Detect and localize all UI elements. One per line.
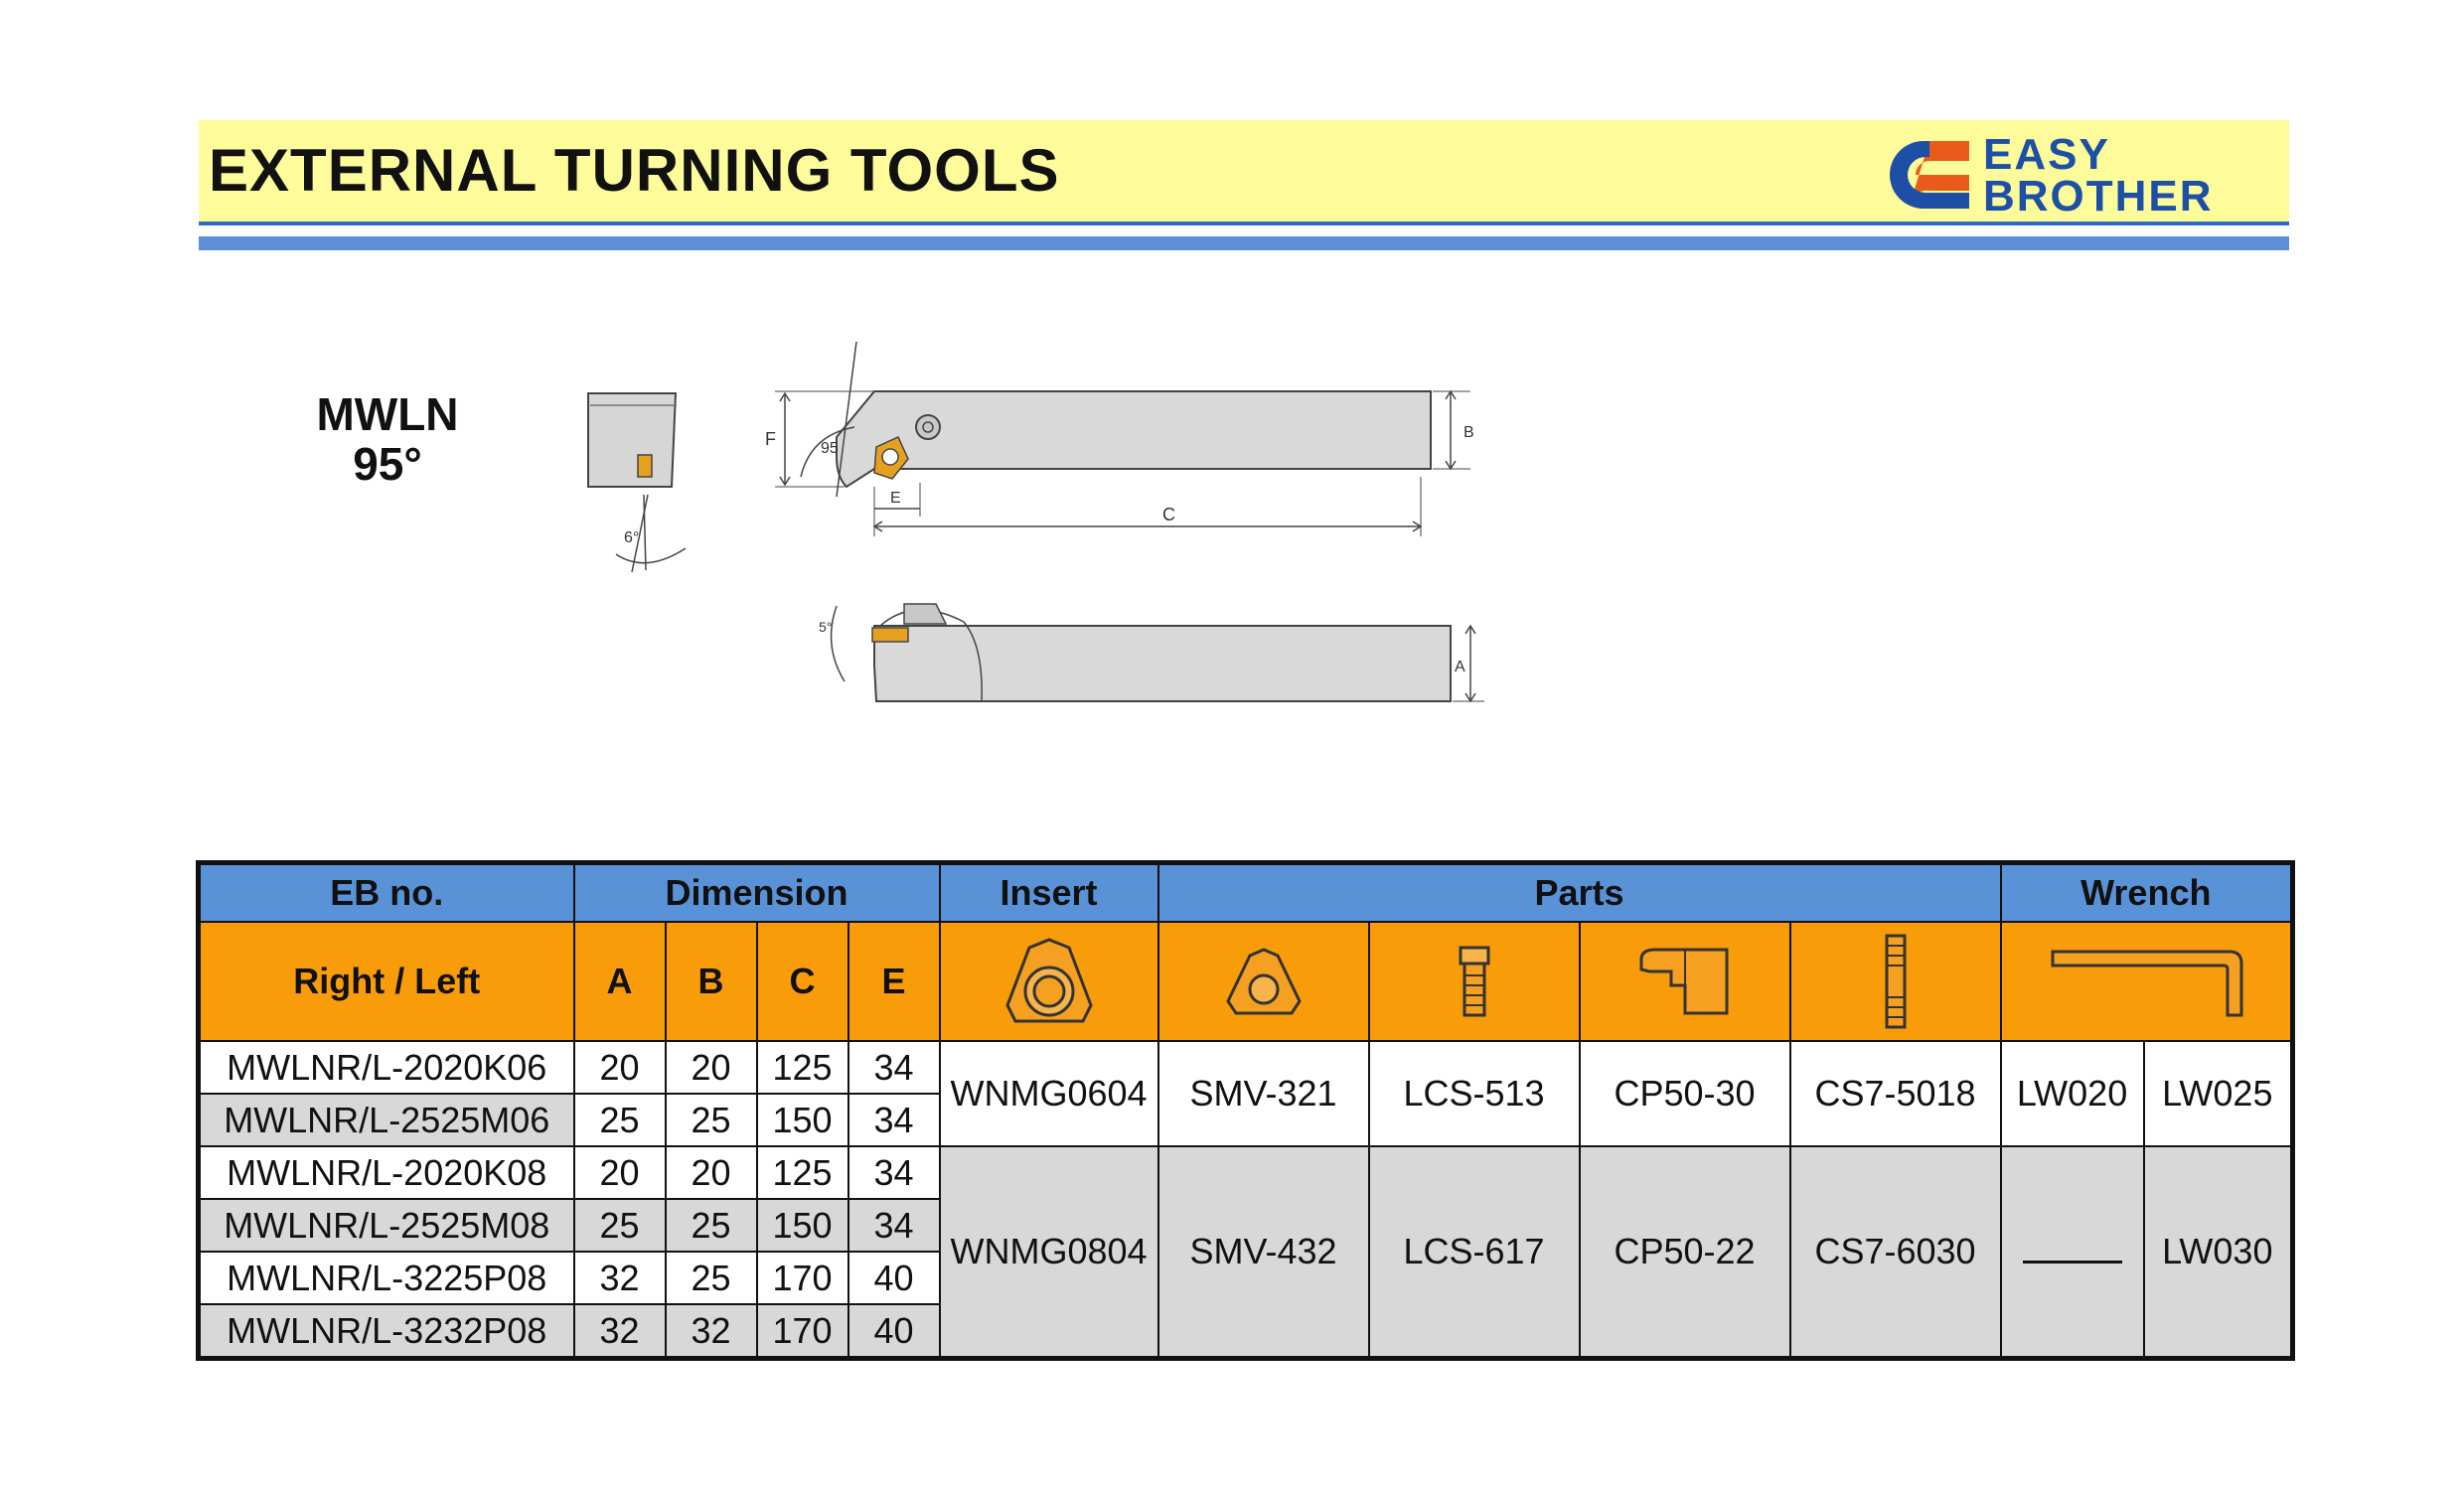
header-rule (199, 222, 2289, 225)
dim-c-cell: 125 (757, 1041, 848, 1094)
subheader-a: A (574, 922, 666, 1041)
clamp-cell: CP50-30 (1580, 1041, 1790, 1146)
insert-cell: WNMG0604 (940, 1041, 1158, 1146)
header-parts: Parts (1158, 863, 2001, 923)
shim-screw-icon (1455, 944, 1494, 1019)
shim-cell: SMV-432 (1158, 1146, 1369, 1359)
dim-e-cell: 40 (848, 1304, 940, 1359)
dim-c-cell: 170 (757, 1304, 848, 1359)
dim-c-cell: 125 (757, 1146, 848, 1199)
dim-b-cell: 25 (666, 1094, 757, 1146)
wrench2-cell: LW025 (2144, 1041, 2293, 1146)
wrench2-cell: LW030 (2144, 1146, 2293, 1359)
logo-text-brother: BROTHER (1983, 172, 2214, 221)
side-view (819, 604, 1484, 701)
clamp-cell: CP50-22 (1580, 1146, 1790, 1359)
header-dimension: Dimension (574, 863, 940, 923)
model-cell: MWLNR/L-2020K08 (199, 1146, 574, 1199)
header-eb-no: EB no. (199, 863, 574, 923)
dim-f-label: F (765, 429, 776, 449)
clamp-icon (1637, 946, 1733, 1017)
wrench1-cell (2001, 1146, 2144, 1359)
shim-screw-icon-cell (1369, 922, 1580, 1041)
shim-icon-cell (1158, 922, 1369, 1041)
wrench-icon-cell (2001, 922, 2293, 1041)
wrench1-cell: LW020 (2001, 1041, 2144, 1146)
page-title: EXTERNAL TURNING TOOLS (209, 137, 1060, 204)
clamp-screw-icon-cell (1790, 922, 2001, 1041)
model-cell: MWLNR/L-2525M06 (199, 1094, 574, 1146)
dim-e-cell: 40 (848, 1252, 940, 1304)
logo-text-easy: EASY (1983, 130, 2110, 179)
dim-a-cell: 32 (574, 1252, 666, 1304)
insert-icon-cell (940, 922, 1158, 1041)
top-view (765, 342, 1474, 536)
dim-a-cell: 25 (574, 1094, 666, 1146)
angle-6-label: 6° (624, 529, 640, 546)
shim-icon (1224, 946, 1304, 1017)
model-name: MWLN (316, 388, 459, 440)
dim-e-label: E (890, 490, 901, 507)
dim-a-cell: 32 (574, 1304, 666, 1359)
spec-table (196, 860, 2295, 1361)
end-view (588, 393, 686, 572)
model-cell: MWLNR/L-3232P08 (199, 1304, 574, 1359)
model-label (298, 389, 477, 489)
hex-wrench-icon (2047, 944, 2245, 1019)
angle-95-label: 95 (821, 440, 839, 457)
model-cell: MWLNR/L-3225P08 (199, 1252, 574, 1304)
header-wrench: Wrench (2001, 863, 2293, 923)
insert-cell: WNMG0804 (940, 1146, 1158, 1359)
clamp-screw-icon (1881, 932, 1911, 1031)
dim-b-cell: 25 (666, 1252, 757, 1304)
dim-c-cell: 150 (757, 1199, 848, 1252)
dim-c-label: C (1162, 505, 1175, 524)
header-bar (199, 236, 2289, 250)
table-row (199, 1146, 2293, 1199)
dim-b-cell: 25 (666, 1199, 757, 1252)
logo (1890, 129, 2287, 219)
clamp-icon-cell (1580, 922, 1790, 1041)
dim-e-cell: 34 (848, 1199, 940, 1252)
subheader-right-left: Right / Left (199, 922, 574, 1041)
dim-b-cell: 20 (666, 1146, 757, 1199)
dim-e-cell: 34 (848, 1146, 940, 1199)
logo-mark-icon (1890, 137, 1971, 213)
dim-b-cell: 20 (666, 1041, 757, 1094)
dim-a-cell: 25 (574, 1199, 666, 1252)
model-angle: 95° (353, 438, 422, 490)
dim-a-label: A (1455, 659, 1465, 675)
dim-a-cell: 20 (574, 1146, 666, 1199)
subheader-c: C (757, 922, 848, 1041)
dim-e-cell: 34 (848, 1094, 940, 1146)
model-cell: MWLNR/L-2525M08 (199, 1199, 574, 1252)
clamp-screw-cell: CS7-6030 (1790, 1146, 2001, 1359)
table-row (199, 1041, 2293, 1094)
shim-screw-cell: LCS-617 (1369, 1146, 1580, 1359)
tool-drawing (576, 328, 1510, 725)
dim-c-cell: 150 (757, 1094, 848, 1146)
not-applicable-dash (2023, 1241, 2122, 1264)
clamp-screw-cell: CS7-5018 (1790, 1041, 2001, 1146)
header-insert: Insert (940, 863, 1158, 923)
subheader-e: E (848, 922, 940, 1041)
shim-screw-cell: LCS-513 (1369, 1041, 1580, 1146)
model-cell: MWLNR/L-2020K06 (199, 1041, 574, 1094)
shim-cell: SMV-321 (1158, 1041, 1369, 1146)
dim-c-cell: 170 (757, 1252, 848, 1304)
insert-wnmg-icon (1000, 934, 1099, 1029)
subheader-b: B (666, 922, 757, 1041)
dim-b-cell: 32 (666, 1304, 757, 1359)
dim-e-cell: 34 (848, 1041, 940, 1094)
dim-b-label: B (1463, 424, 1474, 441)
dim-a-cell: 20 (574, 1041, 666, 1094)
angle-5-label: 5° (819, 619, 833, 635)
